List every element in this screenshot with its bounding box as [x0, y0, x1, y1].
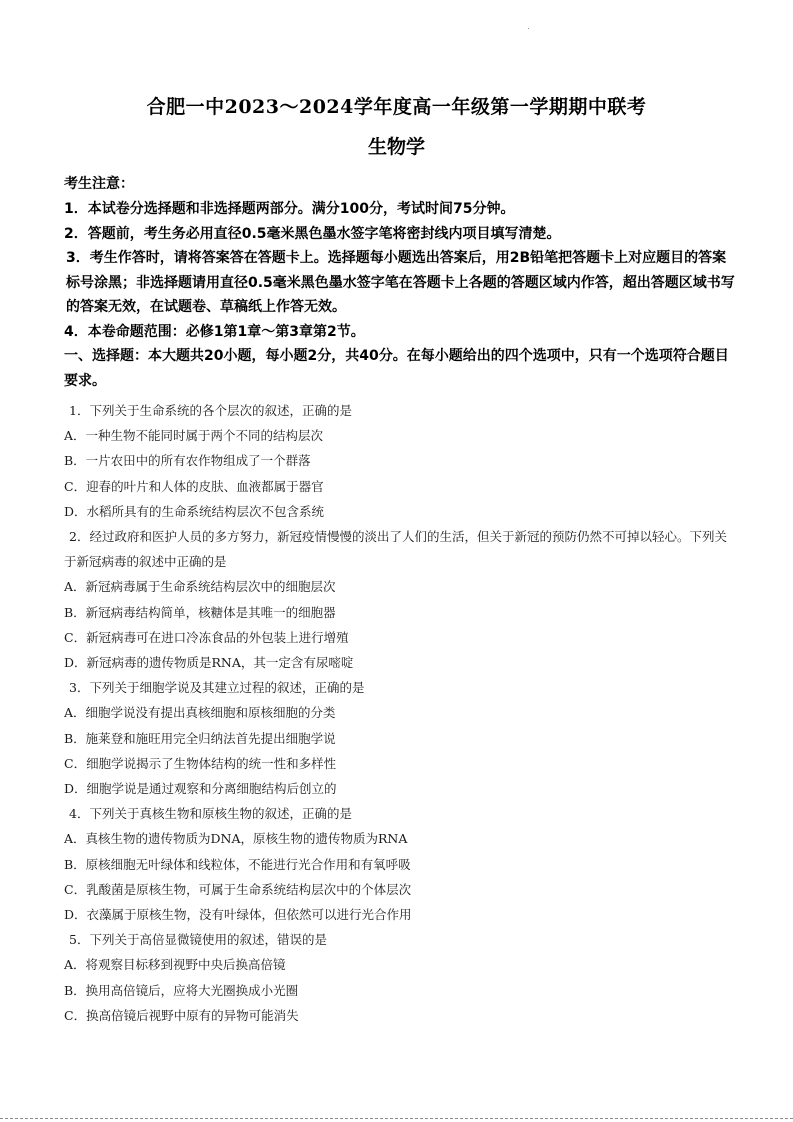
subject-title: 生物学 — [367, 136, 425, 158]
notice-item: 4．本卷命题范围：必修1第1章～第3章第2节。 — [64, 323, 365, 340]
question-option: C．换高倍镜后视野中原有的异物可能消失 — [64, 1007, 299, 1023]
question-option: A．细胞学说没有提出真核细胞和原核细胞的分类 — [64, 705, 336, 721]
question-option: D．水稻所具有的生命系统结构层次不包含系统 — [64, 503, 325, 519]
question-list — [64, 398, 736, 1028]
question-option: B．新冠病毒结构简单，核糖体是其唯一的细胞器 — [64, 604, 336, 620]
scan-dot — [528, 28, 529, 29]
notice-item: 1．本试卷分选择题和非选择题两部分。满分100分，考试时间75分钟。 — [64, 201, 515, 217]
question-stem: 2．经过政府和医护人员的多方努力，新冠疫情慢慢的淡出了人们的生活，但关于新冠的预防仍然不可掉以轻心。下列关于新冠病毒的叙述中正确的是 — [64, 529, 727, 570]
question-option: B．施莱登和施旺用完全归纳法首先提出细胞学说 — [64, 730, 336, 746]
question-option: B．一片农田中的所有农作物组成了一个群落 — [64, 453, 311, 469]
notice-list — [64, 197, 736, 344]
question-option: D．衣藻属于原核生物，没有叶绿体，但依然可以进行光合作用 — [64, 907, 412, 923]
question-stem: 5．下列关于高倍显微镜使用的叙述，错误的是 — [69, 932, 327, 948]
question-option: A．新冠病毒属于生命系统结构层次中的细胞层次 — [64, 579, 336, 595]
question-option: C．细胞学说揭示了生物体结构的统一性和多样性 — [64, 755, 337, 771]
question-option: D．新冠病毒的遗传物质是RNA，其一定含有尿嘧啶 — [64, 655, 354, 671]
page-bottom-rule — [0, 1118, 793, 1119]
question-option: B．换用高倍镜后，应将大光圈换成小光圈 — [64, 982, 299, 998]
exam-title: 合肥一中2023～2024学年度高一年级第一学期期中联考 — [146, 96, 647, 118]
question-stem: 3．下列关于细胞学说及其建立过程的叙述，正确的是 — [69, 680, 365, 696]
question-option: C．迎春的叶片和人体的皮肤、血液都属于器官 — [64, 478, 324, 494]
question-stem: 1．下列关于生命系统的各个层次的叙述，正确的是 — [69, 403, 352, 418]
question-option: A．一种生物不能同时属于两个不同的结构层次 — [64, 428, 324, 444]
question-option: C．新冠病毒可在进口冷冻食品的外包装上进行增殖 — [64, 629, 349, 645]
notice-item: 3．考生作答时，请将答案答在答题卡上。选择题每小题选出答案后，用2B铅笔把答题卡上对应题目的答案标号涂黑；非选择题请用直径0.5毫米黑色墨水签字笔在答题卡上各题的答题区域内作答，超出答题区域书写的答案无效，在试题卷、草稿纸上作答无效。 — [66, 250, 735, 315]
question-option: C．乳酸菌是原核生物，可属于生命系统结构层次中的个体层次 — [64, 881, 412, 897]
section-heading-text: 一、选择题：本大题共20小题，每小题2分，共40分。在每小题给出的四个选项中，只有一个选项符合题目要求。 — [64, 348, 729, 389]
question-option: A．真核生物的遗传物质为DNA，原核生物的遗传物质为RNA — [64, 831, 408, 847]
notice-item: 2．答题前，考生务必用直径0.5毫米黑色墨水签字笔将密封线内项目填写清楚。 — [64, 225, 561, 242]
question-option: D．细胞学说是通过观察和分离细胞结构后创立的 — [64, 781, 337, 797]
question-option: A．将观察目标移到视野中央后换高倍镜 — [64, 957, 286, 973]
question-stem: 4．下列关于真核生物和原核生物的叙述，正确的是 — [69, 806, 352, 822]
notice-heading: 考生注意： — [64, 176, 134, 192]
question-option: B．原核细胞无叶绿体和线粒体，不能进行光合作用和有氧呼吸 — [64, 856, 411, 872]
section-heading — [64, 344, 736, 393]
